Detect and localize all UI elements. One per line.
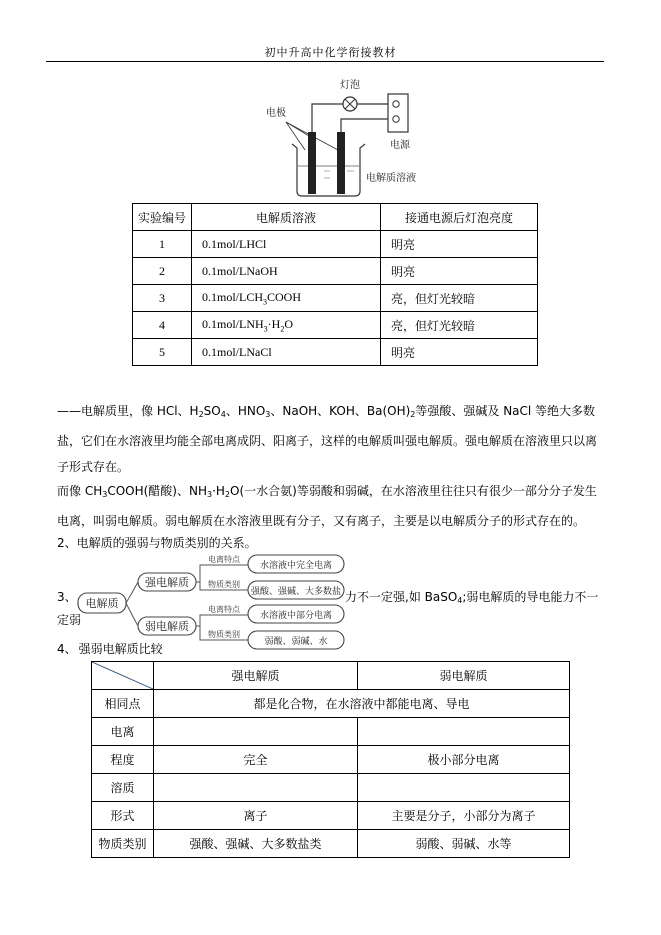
row-weak-value (358, 774, 570, 802)
bulb-label: 灯泡 (340, 80, 360, 91)
power-source-icon (388, 94, 408, 132)
section-4-prefix: 4、 (57, 642, 77, 656)
electrode-rod-left (308, 132, 316, 194)
beaker-icon (292, 144, 365, 196)
row-number: 4 (133, 312, 192, 339)
table-row (92, 690, 570, 718)
paragraph-text: COOH(醋酸)、NH (107, 484, 207, 498)
table-row (92, 746, 570, 774)
formula-subscript: 2 (410, 410, 416, 419)
experiment-table-header (133, 204, 538, 231)
table-row (133, 285, 538, 312)
row-weak-value: 弱酸、弱碱、水等 (358, 830, 570, 858)
diagonal-line (92, 662, 153, 689)
row-brightness: 亮，但灯光较暗 (381, 312, 538, 339)
row-solution (192, 285, 381, 312)
electrolysis-apparatus-diagram (250, 76, 455, 200)
formula-subscript: 2 (198, 410, 204, 419)
formula-subscript: 4 (220, 410, 226, 419)
mindmap-strong-key-2: 物质类别 (208, 580, 240, 589)
page-header-title: 初中升高中化学衔接教材 (264, 46, 397, 59)
paragraph-text: ——电解质里，像 HCl、H (57, 404, 199, 418)
header-strong-electrolyte: 强电解质 (154, 662, 358, 690)
solution-formula-subscript: 2 (280, 324, 285, 334)
row-strong-value (154, 774, 358, 802)
mindmap-weak-value-1: 水溶液中部分电离 (259, 611, 333, 621)
section-4-heading (57, 640, 163, 658)
mindmap-strong-value-2: 强酸、强碱、大多数盐 (250, 587, 342, 597)
row-brightness: 亮，但灯光较暗 (381, 285, 538, 312)
row-strong-value: 完全 (154, 746, 358, 774)
solution-formula-part: O (284, 316, 294, 331)
row-label: 相同点 (92, 690, 154, 718)
mindmap-weak-label: 弱电解质 (145, 620, 189, 633)
mindmap-root-label: 电解质 (85, 597, 119, 610)
row-strong-value (154, 718, 358, 746)
paragraph-text: 、NaOH、KOH、Ba(OH) (270, 404, 411, 418)
weak-electrolyte-paragraph (57, 478, 605, 534)
solution-formula-subscript: 3 (263, 324, 268, 334)
row-number: 2 (133, 258, 192, 285)
mindmap-weak-value-2: 弱酸、弱碱、水 (264, 637, 328, 647)
row-label: 溶质 (92, 774, 154, 802)
header-cell-solution: 电解质溶液 (192, 204, 381, 231)
table-row (133, 312, 538, 339)
header-cell-number: 实验编号 (133, 204, 192, 231)
header-rule (46, 61, 604, 62)
electrode-label: 电极 (266, 108, 286, 119)
electrode-rod-right (337, 132, 345, 194)
experiment-table (132, 203, 538, 366)
formula-subscript: 3 (102, 490, 108, 499)
paragraph-text: 、HNO (225, 404, 266, 418)
table-row (133, 258, 538, 285)
mindmap-weak-key-1: 电离特点 (208, 605, 240, 614)
row-weak-value: 主要是分子，小部分为离子 (358, 802, 570, 830)
mindmap-strong-label: 强电解质 (145, 576, 189, 589)
section-3-line2: 定弱 (57, 613, 82, 627)
mindmap-strong-value-1: 水溶液中完全电离 (259, 561, 333, 571)
row-merged-value: 都是化合物，在水溶液中都能电离、导电 (154, 690, 570, 718)
section-3-subscript: 4 (457, 596, 463, 605)
solution-formula-part: ·H (267, 316, 281, 331)
comparison-table-header (92, 662, 570, 690)
solution-formula-subscript: 3 (263, 297, 268, 307)
row-brightness: 明亮 (381, 258, 538, 285)
row-strong-value: 离子 (154, 802, 358, 830)
paragraph-text: 而像 CH (57, 484, 103, 498)
table-row (92, 774, 570, 802)
solution-formula-part: 0.1mol/LNH (202, 316, 264, 331)
power-label: 电源 (390, 140, 410, 151)
table-row (92, 718, 570, 746)
row-strong-value: 强酸、强碱、大多数盐类 (154, 830, 358, 858)
row-brightness: 明亮 (381, 231, 538, 258)
row-solution: 0.1mol/LHCl (192, 231, 381, 258)
row-number: 1 (133, 231, 192, 258)
paragraph-text: SO (203, 404, 221, 418)
section-3-text-part: ;弱电解质的导电能力不一 (462, 590, 599, 604)
mindmap-strong-key-1: 电离特点 (208, 555, 240, 564)
solution-label: 电解质溶液 (366, 173, 416, 184)
row-number: 5 (133, 339, 192, 366)
section-3-row (57, 584, 605, 611)
table-row (92, 802, 570, 830)
row-label: 电离 (92, 718, 154, 746)
row-weak-value (358, 718, 570, 746)
table-row (133, 231, 538, 258)
table-row (133, 339, 538, 366)
row-number: 3 (133, 285, 192, 312)
solution-formula-part: 0.1mol/LCH (202, 289, 264, 304)
formula-subscript: 2 (224, 490, 231, 499)
paragraph-text: O(一水合氨)等弱酸和弱碱，在水溶液里往往只有很少一部分分子发生电离，叫弱电解质。弱电解质在水溶液里既有分子，又有离子，主要是以电解质分子的形式存在的。 (57, 484, 597, 528)
section-3-text (345, 584, 598, 614)
row-solution: 0.1mol/LNaCl (192, 339, 381, 366)
header-cell-brightness: 接通电源后灯泡亮度 (381, 204, 538, 231)
section-3-prefix: 3、 (57, 590, 77, 604)
solution-formula-part: COOH (267, 289, 302, 304)
row-label: 物质类别 (92, 830, 154, 858)
row-label: 程度 (92, 746, 154, 774)
table-row (92, 830, 570, 858)
formula-subscript: 3 (265, 410, 271, 419)
mindmap-weak-key-2: 物质类别 (208, 630, 240, 639)
row-solution (192, 312, 381, 339)
row-label: 形式 (92, 802, 154, 830)
section-4-title: 强弱电解质比较 (78, 642, 163, 656)
row-brightness: 明亮 (381, 339, 538, 366)
comparison-table (91, 661, 570, 858)
paragraph-text: 等强酸、强碱及 NaCl 等绝大多数盐，它们在水溶液里均能全部电离成阴、阳离子，这样的电解质叫强电解质。强电解质在溶液里只以离子形式存在。 (57, 404, 598, 474)
formula-subscript: 3 (206, 490, 213, 499)
diagonal-header-cell (92, 662, 154, 690)
header-weak-electrolyte: 弱电解质 (358, 662, 570, 690)
strong-electrolyte-paragraph (57, 398, 605, 480)
row-weak-value: 极小部分电离 (358, 746, 570, 774)
row-solution: 0.1mol/LNaOH (192, 258, 381, 285)
paragraph-text: ·H (212, 484, 225, 498)
section-2-heading: 2、电解质的强弱与物质类别的关系。 (57, 536, 257, 550)
section-3-text-part: 力不一定强,如 BaSO (345, 590, 458, 604)
